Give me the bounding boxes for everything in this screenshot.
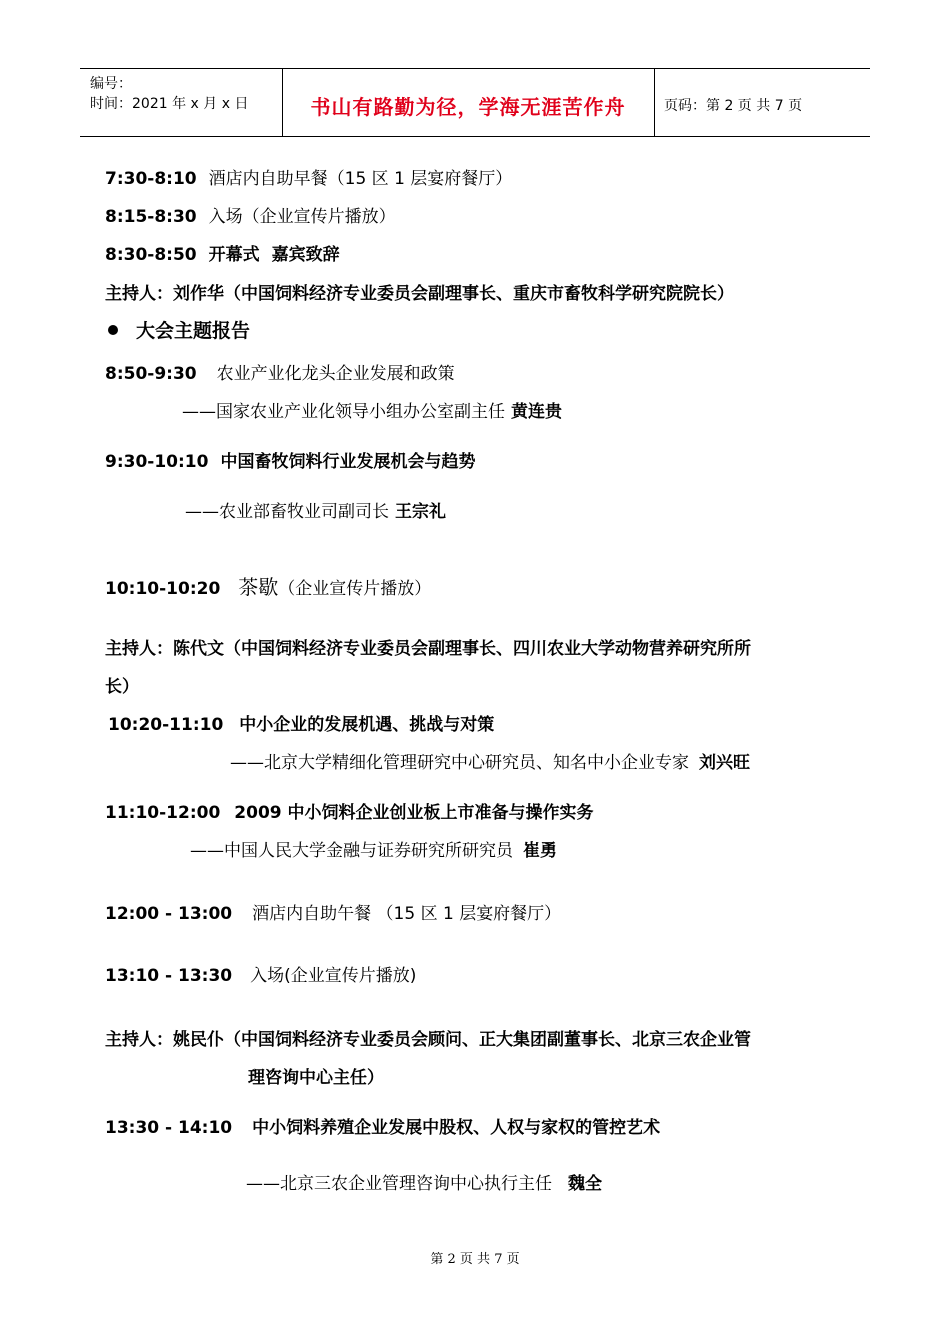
- speaker-role: ——农业部畜牧业司副司长: [185, 502, 389, 522]
- schedule-row-lunch: [105, 903, 561, 925]
- schedule-row-opening: [105, 244, 340, 266]
- schedule-row-entry: [105, 206, 396, 228]
- schedule-time: 8:50-9:30: [105, 364, 197, 384]
- schedule-time: 10:20-11:10: [108, 715, 224, 735]
- schedule-text: 酒店内自助早餐（15 区 1 层宴府餐厅）: [208, 169, 513, 189]
- speaker-name: 刘兴旺: [699, 753, 750, 773]
- schedule-text: （企业宣传片播放）: [278, 579, 432, 599]
- speaker-role: ——北京三农企业管理咨询中心执行主任: [246, 1174, 552, 1194]
- schedule-title: 茶歇: [238, 575, 279, 599]
- schedule-text: 入场（企业宣传片播放）: [208, 207, 396, 227]
- document-date-label: 时间：2021 年 x 月 x 日: [90, 96, 249, 112]
- header-left-cell: [80, 69, 283, 136]
- schedule-text: 酒店内自助午餐 （15 区 1 层宴府餐厅）: [252, 904, 562, 924]
- page-header: [80, 68, 870, 137]
- schedule-row-talk-2: [105, 451, 475, 473]
- schedule-row-talk-4: [105, 802, 594, 824]
- host-line-2b: 长）: [105, 677, 139, 697]
- schedule-row-talk-1: [105, 363, 455, 385]
- schedule-text: 2009 中小饲料企业创业板上市准备与操作实务: [234, 803, 594, 823]
- header-motto: 书山有路勤为径，学海无涯苦作舟: [310, 95, 626, 119]
- schedule-text: 农业产业化龙头企业发展和政策: [216, 364, 455, 384]
- schedule-text: 中国畜牧饲料行业发展机会与趋势: [220, 452, 476, 472]
- schedule-text: 中小企业的发展机遇、挑战与对策: [239, 715, 495, 735]
- host-line-3a: 主持人：姚民仆（中国饲料经济专业委员会顾问、正大集团副董事长、北京三农企业管: [105, 1030, 751, 1050]
- host-line-3b: 理咨询中心主任）: [248, 1068, 384, 1088]
- speaker-name: 崔勇: [523, 841, 557, 861]
- schedule-time: 13:10 - 13:30: [105, 966, 233, 986]
- speaker-line-4: [190, 840, 557, 862]
- schedule-text: 嘉宾致辞: [271, 245, 340, 265]
- schedule-text: 中小饲料养殖企业发展中股权、人权与家权的管控艺术: [252, 1118, 661, 1138]
- schedule-time: 11:10-12:00: [105, 803, 221, 823]
- schedule-time: 8:30-8:50: [105, 245, 197, 265]
- schedule-time: 10:10-10:20: [105, 579, 221, 599]
- section-title: 大会主题报告: [136, 320, 251, 342]
- speaker-line-2: [185, 501, 446, 523]
- host-line-1: 主持人：刘作华（中国饲料经济专业委员会副理事长、重庆市畜牧科学研究院院长）: [105, 284, 734, 304]
- speaker-name: 王宗礼: [395, 502, 446, 522]
- schedule-title: 开幕式: [208, 245, 260, 265]
- bullet-icon: [108, 325, 118, 335]
- schedule-time: 8:15-8:30: [105, 207, 197, 227]
- host-line-2a: 主持人：陈代文（中国饲料经济专业委员会副理事长、四川农业大学动物营养研究所所: [105, 639, 751, 659]
- section-heading: [108, 320, 250, 342]
- schedule-row-afternoon-entry: [105, 965, 416, 987]
- page-footer: 第 2 页 共 7 页: [430, 1252, 520, 1267]
- speaker-name: 黄连贵: [511, 402, 562, 422]
- header-middle-cell: [282, 69, 655, 136]
- schedule-time: 7:30-8:10: [105, 169, 197, 189]
- schedule-time: 9:30-10:10: [105, 452, 209, 472]
- speaker-name: 魏全: [568, 1174, 602, 1194]
- schedule-text: 入场(企业宣传片播放): [250, 966, 417, 986]
- document-number-label: 编号：: [90, 76, 132, 92]
- schedule-time: 13:30 - 14:10: [105, 1118, 233, 1138]
- schedule-row-breakfast: [105, 168, 512, 190]
- schedule-row-talk-3: [108, 714, 494, 736]
- speaker-line-3: [230, 752, 750, 774]
- header-right-cell: [655, 69, 870, 136]
- schedule-row-talk-5: [105, 1117, 660, 1139]
- schedule-row-tea-break: [105, 576, 431, 600]
- header-page-info: 页码：第 2 页 共 7 页: [664, 98, 803, 114]
- speaker-role: ——国家农业产业化领导小组办公室副主任: [182, 402, 505, 422]
- speaker-role: ——北京大学精细化管理研究中心研究员、知名中小企业专家: [230, 753, 689, 773]
- speaker-role: ——中国人民大学金融与证券研究所研究员: [190, 841, 513, 861]
- schedule-time: 12:00 - 13:00: [105, 904, 233, 924]
- speaker-line-1: [182, 401, 562, 423]
- speaker-line-5: [246, 1173, 602, 1195]
